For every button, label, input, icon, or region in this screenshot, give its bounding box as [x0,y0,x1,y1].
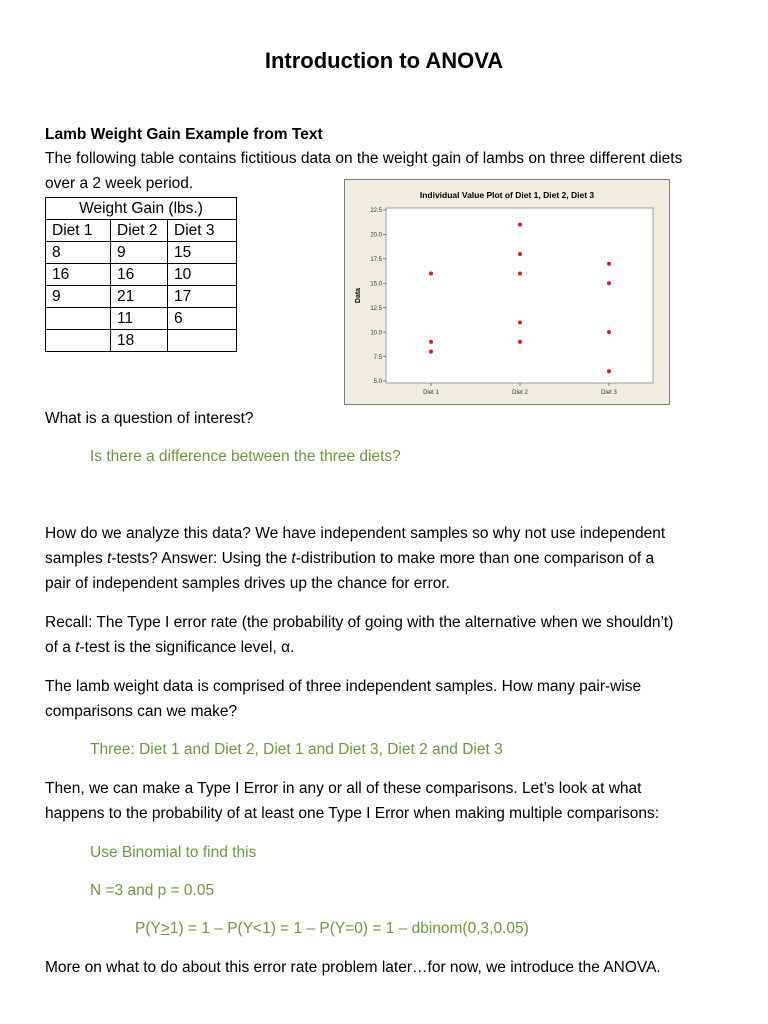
table-cell: 18 [111,330,168,352]
analyze-line-1: How do we analyze this data? We have independent samples so why not use independent [45,525,666,542]
data-point [518,223,522,227]
table-cell: 17 [168,286,237,308]
y-tick-label: 12.5 [370,305,382,312]
n-p-values: N =3 and p = 0.05 [90,882,215,899]
intro-line-2: over a 2 week period. [45,175,194,192]
data-point [607,262,611,266]
x-tick-label: Diet 1 [423,390,439,396]
data-point [607,369,611,373]
recall-line-1: Recall: The Type I error rate (the probability of going with the alternative when we shouldn’t) [45,614,674,631]
table-cell: 9 [46,286,111,308]
column-header: Diet 2 [111,220,168,242]
analyze-line-2 [45,546,735,571]
data-point [429,340,433,344]
y-tick-label: 10.0 [370,330,382,337]
column-header: Diet 1 [46,220,111,242]
table-cell: 21 [111,286,168,308]
data-point [607,330,611,334]
italic-t: t [75,639,80,656]
table-cell [46,308,111,330]
lamb-line-2: comparisons can we make? [45,703,238,720]
closing-line: More on what to do about this error rate problem later…for now, we introduce the ANOVA. [45,959,661,976]
table-header: Weight Gain (lbs.) [46,198,237,220]
underlined-symbol: > [160,920,170,937]
table-row [46,308,237,330]
data-point [518,252,522,256]
chart-svg [345,180,669,404]
data-point [518,272,522,276]
probability-formula [135,916,768,941]
text-span: -distribution to make more than one comparison of a [295,550,655,567]
text-span: of a [45,639,76,656]
column-header: Diet 3 [168,220,237,242]
lamb-line-1: The lamb weight data is comprised of three independent samples. How many pair-wise [45,678,642,695]
page-title: Introduction to ANOVA [264,48,504,73]
data-point [429,350,433,354]
then-line-2: happens to the probability of at least one Type I Error when making multiple comparisons: [45,805,660,822]
y-axis-label: Data [355,287,362,304]
data-point [518,340,522,344]
plot-area [386,208,653,383]
table-row [46,242,237,264]
data-point [518,320,522,324]
intro-line-1: The following table contains fictitious data on the weight gain of lambs on three different diets [45,150,683,167]
text-span: -test is the significance level, α. [79,639,295,656]
table-cell [46,330,111,352]
table-cell: 8 [46,242,111,264]
text-span: 1) = 1 – P(Y<1) = 1 – P(Y=0) = 1 – dbinom(0,3,0.05) [169,920,529,937]
table-column-row [46,220,237,242]
table-cell: 6 [168,308,237,330]
x-tick-label: Diet 2 [512,390,528,396]
y-tick-label: 22.5 [370,208,382,215]
question-prompt: What is a question of interest? [45,410,254,427]
table-cell: 16 [46,264,111,286]
y-tick-label: 5.0 [373,379,382,386]
answer-question: Is there a difference between the three diets? [90,448,401,465]
table-cell [168,330,237,352]
y-tick-label: 17.5 [370,257,382,264]
text-span: -tests? Answer: Using the [111,550,292,567]
table-cell: 15 [168,242,237,264]
italic-t: t [107,550,112,567]
recall-line-2 [45,635,735,660]
table-cell: 10 [168,264,237,286]
table-cell: 11 [111,308,168,330]
table-cell: 9 [111,242,168,264]
individual-value-plot [344,179,670,405]
analyze-line-3: pair of independent samples drives up the chance for error. [45,575,450,592]
italic-t: t [291,550,296,567]
table-row [46,330,237,352]
chart-title: Individual Value Plot of Diet 1, Diet 2, Diet 3 [419,190,595,200]
table-cell: 16 [111,264,168,286]
binomial-note: Use Binomial to find this [90,844,257,861]
data-point [429,272,433,276]
then-line-1: Then, we can make a Type I Error in any or all of these comparisons. Let’s look at what [45,780,642,797]
section-heading: Lamb Weight Gain Example from Text [45,126,323,143]
y-tick-label: 15.0 [370,281,382,288]
text-span: samples [45,550,108,567]
y-tick-label: 7.5 [373,354,382,361]
data-point [607,281,611,285]
answer-comparisons: Three: Diet 1 and Diet 2, Diet 1 and Diet 3, Diet 2 and Diet 3 [90,741,503,758]
table-row [46,264,237,286]
x-tick-label: Diet 3 [601,390,617,396]
text-span: P(Y [135,920,161,937]
y-tick-label: 20.0 [370,232,382,239]
table-row [46,286,237,308]
weight-gain-table [45,197,237,352]
table-header-row [46,198,237,220]
